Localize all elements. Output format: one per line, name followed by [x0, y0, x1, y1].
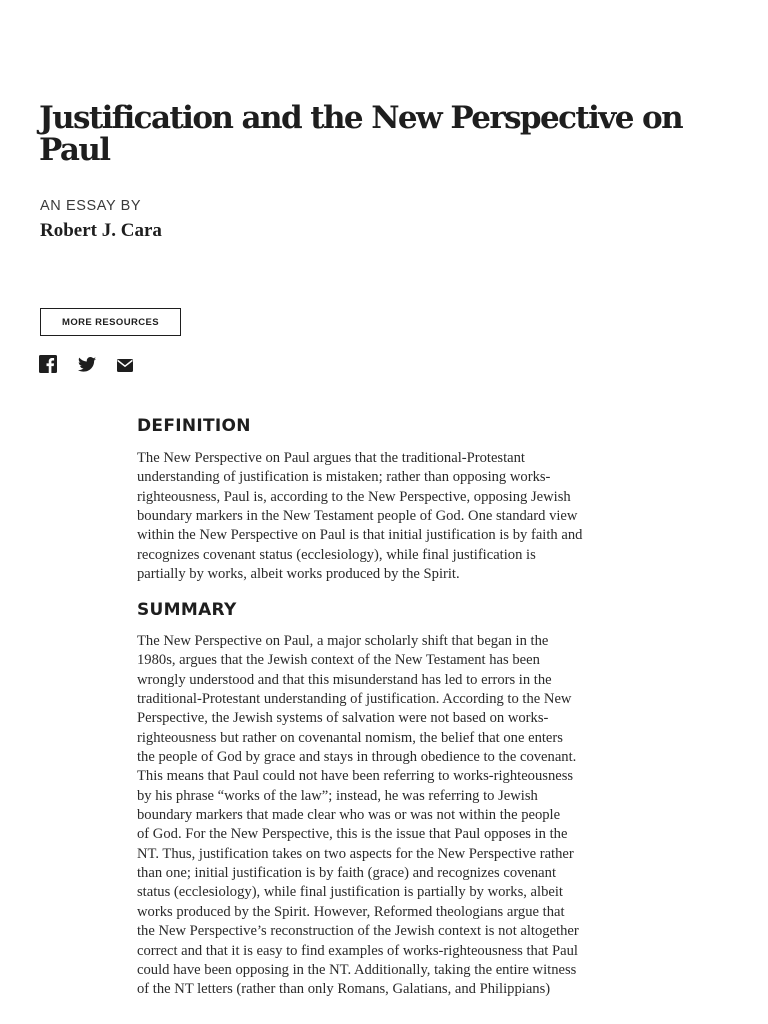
definition-paragraph	[137, 449, 637, 584]
paragraph-line: of God. For the New Perspective, this is the issue that Paul opposes in the	[137, 826, 568, 843]
author-name[interactable]: Robert J. Cara	[40, 220, 162, 241]
paragraph-line: partially by works, albeit works produced by the Spirit.	[137, 566, 460, 583]
summary-paragraph	[137, 632, 637, 1000]
paragraph-line: status (ecclesiology), while final justification is partially by works, albeit	[137, 884, 563, 901]
paragraph-line: works produced by the Spirit. However, Reformed theologians argue that	[137, 903, 565, 920]
paragraph-line: by his phrase “works of the law”; instead, he was referring to Jewish	[137, 787, 538, 804]
paragraph-line: righteousness but rather on covenantal nomism, the belief that one enters	[137, 729, 563, 746]
paragraph-line: understanding of justification is mistaken; rather than opposing works-	[137, 469, 551, 486]
paragraph-line: the people of God by grace and stays in through obedience to the covenant.	[137, 749, 577, 766]
paragraph-line: correct and that it is easy to find examples of works-righteousness that Paul	[137, 942, 578, 959]
paragraph-line: could have been opposing in the NT. Additionally, taking the entire witness	[137, 961, 577, 978]
byline-label: AN ESSAY BY	[40, 198, 142, 214]
paragraph-line: righteousness, Paul is, according to the New Perspective, opposing Jewish	[137, 488, 571, 505]
email-icon[interactable]	[117, 359, 133, 372]
article-title: Justification and the New Perspective on Paul	[39, 100, 683, 168]
more-resources-button[interactable]: MORE RESOURCES	[40, 308, 181, 336]
facebook-icon[interactable]	[39, 355, 57, 373]
definition-heading: DEFINITION	[137, 416, 251, 436]
summary-heading: SUMMARY	[137, 600, 237, 620]
twitter-icon[interactable]	[78, 357, 96, 372]
paragraph-line: This means that Paul could not have been referring to works-righteousness	[137, 768, 574, 785]
paragraph-line: the New Perspective’s reconstruction of the Jewish context is not altogether	[137, 923, 579, 940]
paragraph-line: The New Perspective on Paul, a major scholarly shift that began in the	[137, 633, 549, 649]
paragraph-line: of the NT letters (rather than only Romans, Galatians, and Philippians)	[137, 981, 551, 998]
paragraph-line: than one; initial justification is by faith (grace) and recognizes covenant	[137, 865, 557, 882]
paragraph-line: boundary markers that made clear who was or was not within the people	[137, 807, 561, 824]
paragraph-line: Perspective, the Jewish systems of salvation were not based on works-	[137, 710, 549, 727]
paragraph-line: The New Perspective on Paul argues that the traditional-Protestant	[137, 450, 525, 466]
paragraph-line: within the New Perspective on Paul is that initial justification is by faith and	[137, 527, 583, 544]
paragraph-line: wrongly understood and that this misunderstand has led to errors in the	[137, 671, 552, 688]
paragraph-line: NT. Thus, justification takes on two aspects for the New Perspective rather	[137, 845, 574, 862]
paragraph-line: traditional-Protestant understanding of justification. According to the New	[137, 691, 572, 708]
paragraph-line: recognizes covenant status (ecclesiology), while final justification is	[137, 546, 536, 563]
paragraph-line: boundary markers in the New Testament people of God. One standard view	[137, 508, 578, 525]
paragraph-line: 1980s, argues that the Jewish context of the New Testament has been	[137, 652, 540, 669]
